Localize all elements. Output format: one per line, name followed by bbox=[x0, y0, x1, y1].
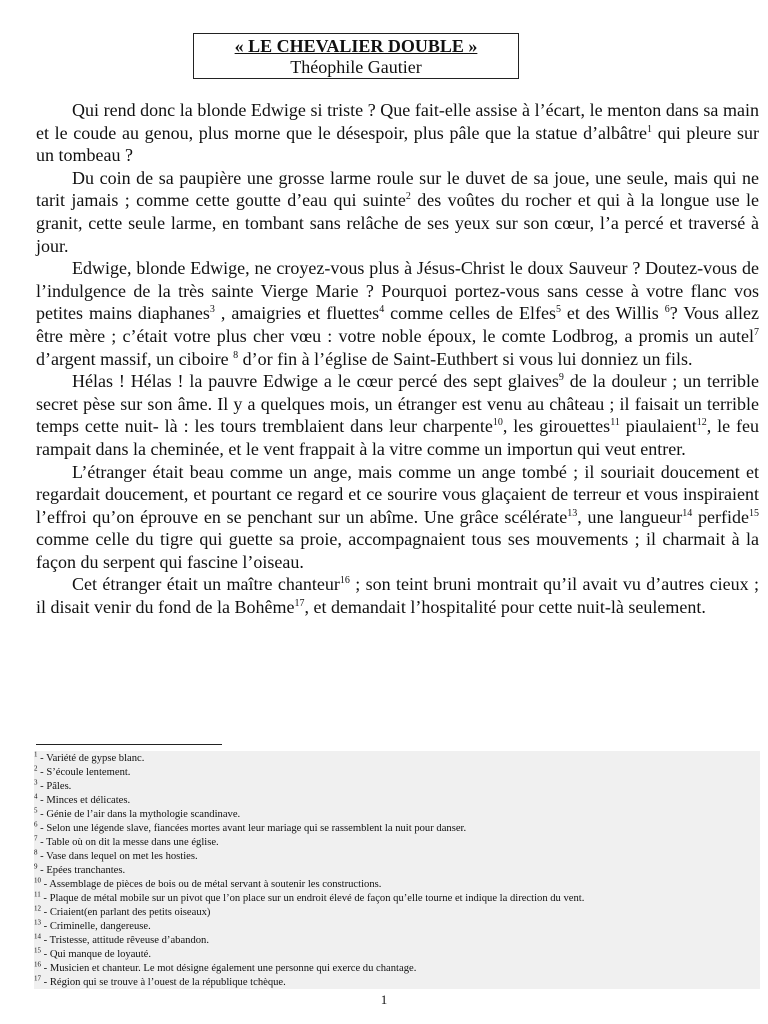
footnote-text: - Musicien et chanteur. Le mot désigne également une personne qui exerce du chantage. bbox=[41, 963, 417, 974]
footnote-text: - Tristesse, attitude rêveuse d’abandon. bbox=[41, 935, 209, 946]
footnote-number: 3 bbox=[34, 778, 38, 787]
footnote-item bbox=[34, 962, 760, 976]
footnote-item bbox=[34, 808, 760, 822]
paragraph-text: , amaigries et fluettes bbox=[214, 303, 380, 324]
paragraph-text: comme celles de Elfes bbox=[384, 303, 556, 324]
footnote-number: 8 bbox=[34, 848, 38, 857]
footnote-item bbox=[34, 836, 760, 850]
footnote-number: 17 bbox=[34, 974, 41, 983]
footnote-number: 5 bbox=[34, 806, 38, 815]
paragraph bbox=[36, 573, 759, 618]
footnote-number: 4 bbox=[34, 792, 38, 801]
paragraph-text: L’étranger était beau comme un ange, mais comme un ange tombé ; il souriait doucement et regardait doucement, et pourtant ce regard et ce sourire vous glaçaient de terreur et vous inspiraient l’effroi qu’on éprouve en se penchant sur un abîme. Une grâce scélérate bbox=[36, 461, 759, 527]
footnote-number: 2 bbox=[34, 764, 38, 773]
footnote-ref: 5 bbox=[555, 304, 561, 316]
paragraph-text: de la douleur ; un terrible secret pèse sur son âme. Il y a quelques mois, un étranger est venu au château ; il faisait un terrible temps cette nuit- là : les tours tremblaient dans leur charpente bbox=[36, 371, 759, 437]
paragraph-text: et des Willis bbox=[560, 303, 665, 324]
paragraph bbox=[36, 461, 759, 574]
footnote-ref: 7 bbox=[754, 326, 759, 338]
footnote-item bbox=[34, 780, 760, 794]
footnote-text: - Minces et délicates. bbox=[37, 795, 131, 806]
footnote-text: - Région qui se trouve à l’ouest de la république tchèque. bbox=[41, 977, 286, 988]
footnote-text: - Criaient(en parlant des petits oiseaux) bbox=[41, 907, 211, 918]
footnote-number: 7 bbox=[34, 834, 38, 843]
footnote-text: - Assemblage de pièces de bois ou de métal servant à soutenir les constructions. bbox=[41, 879, 382, 890]
footnote-number: 14 bbox=[34, 932, 41, 941]
footnote-text: - S’écoule lentement. bbox=[37, 767, 131, 778]
footnote-item bbox=[34, 752, 760, 766]
footnote-ref: 11 bbox=[610, 417, 620, 429]
story-body bbox=[36, 99, 759, 619]
footnote-item bbox=[34, 892, 760, 906]
paragraph-text: comme celle du tigre qui guette sa proie, accompagnaient tous ses mouvements ; il charmait à la façon du serpent qui fascine l’oiseau. bbox=[36, 529, 759, 572]
paragraph bbox=[36, 370, 759, 460]
footnote-separator bbox=[36, 744, 222, 745]
footnote-text: - Génie de l’air dans la mythologie scandinave. bbox=[37, 809, 241, 820]
footnote-item bbox=[34, 822, 760, 836]
footnote-text: - Vase dans lequel on met les hosties. bbox=[37, 851, 198, 862]
footnote-item bbox=[34, 934, 760, 948]
paragraph bbox=[36, 99, 759, 167]
footnote-ref: 17 bbox=[294, 598, 305, 610]
footnote-ref: 9 bbox=[558, 372, 564, 384]
footnotes-section bbox=[34, 751, 760, 989]
footnote-ref: 14 bbox=[682, 507, 693, 519]
footnote-item bbox=[34, 948, 760, 962]
paragraph-text: Qui rend donc la blonde Edwige si triste ? Que fait-elle assise à l’écart, le menton dans sa main et le coude au genou, plus morne que le désespoir, plus pâle que la statue d’albâtre bbox=[36, 100, 759, 143]
footnote-number: 13 bbox=[34, 918, 41, 927]
paragraph-text: perfide bbox=[692, 506, 749, 527]
footnote-item bbox=[34, 906, 760, 920]
paragraph bbox=[36, 257, 759, 370]
paragraph-text: qui pleure sur un tombeau ? bbox=[36, 122, 759, 166]
footnote-item bbox=[34, 864, 760, 878]
footnote-text: - Qui manque de loyauté. bbox=[41, 949, 152, 960]
footnote-number: 6 bbox=[34, 820, 38, 829]
footnote-ref: 16 bbox=[339, 575, 350, 587]
footnote-number: 1 bbox=[34, 750, 38, 759]
footnote-ref: 8 bbox=[233, 349, 239, 361]
paragraph-text: ? Vous allez être mère ; c’était votre plus cher vœu : votre noble époux, le comte Lodbrog, a promis un autel bbox=[36, 303, 759, 346]
footnote-text: - Pâles. bbox=[37, 781, 72, 792]
paragraph-text: , le feu rampait dans la cheminée, et le vent frappait à la vitre comme un importun qui veut entrer. bbox=[36, 416, 759, 459]
footnote-number: 16 bbox=[34, 960, 41, 969]
footnote-ref: 2 bbox=[405, 191, 411, 203]
paragraph-text: , les girouettes bbox=[502, 416, 611, 437]
footnote-item bbox=[34, 878, 760, 892]
footnote-ref: 6 bbox=[664, 304, 670, 316]
title-box bbox=[193, 33, 519, 79]
footnote-ref: 4 bbox=[379, 304, 385, 316]
footnote-item bbox=[34, 920, 760, 934]
paragraph bbox=[36, 167, 759, 257]
document-title: « LE CHEVALIER DOUBLE » bbox=[234, 36, 478, 56]
footnote-number: 11 bbox=[34, 890, 41, 899]
paragraph-text: d’argent massif, un ciboire bbox=[36, 348, 234, 369]
paragraph-text: Edwige, blonde Edwige, ne croyez-vous plus à Jésus-Christ le doux Sauveur ? Doutez-vous de l’indulgence de la très sainte Vierge Marie ? Pourquoi portez-vous sans cesse à votre flanc vos petites mains diaphanes bbox=[36, 258, 759, 324]
paragraph-text: des voûtes du rocher et qui à la longue use le granit, cette seule larme, en tombant sans relâche de ses yeux sur son cœur, l’a percé et traversé à jour. bbox=[36, 190, 759, 256]
footnote-text: - Epées tranchantes. bbox=[37, 865, 126, 876]
footnote-number: 12 bbox=[34, 904, 41, 913]
paragraph-text: Cet étranger était un maître chanteur bbox=[72, 574, 340, 595]
footnote-text: - Table où on dit la messe dans une église. bbox=[37, 837, 219, 848]
paragraph-text: d’or fin à l’église de Saint-Euthbert si vous lui donniez un fils. bbox=[238, 348, 693, 369]
paragraph-text: , une langueur bbox=[577, 506, 683, 527]
footnote-text: - Variété de gypse blanc. bbox=[37, 753, 145, 764]
author-name: Théophile Gautier bbox=[290, 57, 422, 77]
footnote-text: - Selon une légende slave, fiancées mortes avant leur mariage qui se rassemblent la nuit pour danser. bbox=[37, 823, 467, 834]
footnote-ref: 15 bbox=[749, 507, 759, 519]
footnote-ref: 1 bbox=[647, 123, 653, 135]
footnote-item bbox=[34, 794, 760, 808]
footnote-ref: 12 bbox=[696, 417, 707, 429]
paragraph-text: piaulaient bbox=[619, 416, 697, 437]
footnote-ref: 3 bbox=[209, 304, 215, 316]
footnote-number: 15 bbox=[34, 946, 41, 955]
paragraph-text: Du coin de sa paupière une grosse larme roule sur le duvet de sa joue, une seule, mais qui ne tarit jamais ; comme cette goutte d’eau qui suinte bbox=[36, 167, 759, 211]
footnote-text: - Plaque de métal mobile sur un pivot que l’on place sur un endroit élevé de façon qu’elle tourne et indique la direction du vent. bbox=[40, 893, 585, 904]
page-number: 1 bbox=[380, 992, 388, 1007]
footnote-ref: 13 bbox=[567, 507, 578, 519]
footnote-item bbox=[34, 766, 760, 780]
footnote-number: 9 bbox=[34, 862, 38, 871]
paragraph-text: Hélas ! Hélas ! la pauvre Edwige a le cœur percé des sept glaives bbox=[72, 371, 559, 392]
paragraph-text: , et demandait l’hospitalité pour cette nuit-là seulement. bbox=[304, 597, 706, 618]
paragraph-text: ; son teint bruni montrait qu’il avait vu d’autres cieux ; il disait venir du fond de la Bohême bbox=[36, 574, 759, 618]
footnote-item bbox=[34, 850, 760, 864]
footnote-number: 10 bbox=[34, 876, 41, 885]
footnote-ref: 10 bbox=[492, 417, 503, 429]
footnote-text: - Criminelle, dangereuse. bbox=[41, 921, 151, 932]
footnote-item bbox=[34, 976, 760, 990]
